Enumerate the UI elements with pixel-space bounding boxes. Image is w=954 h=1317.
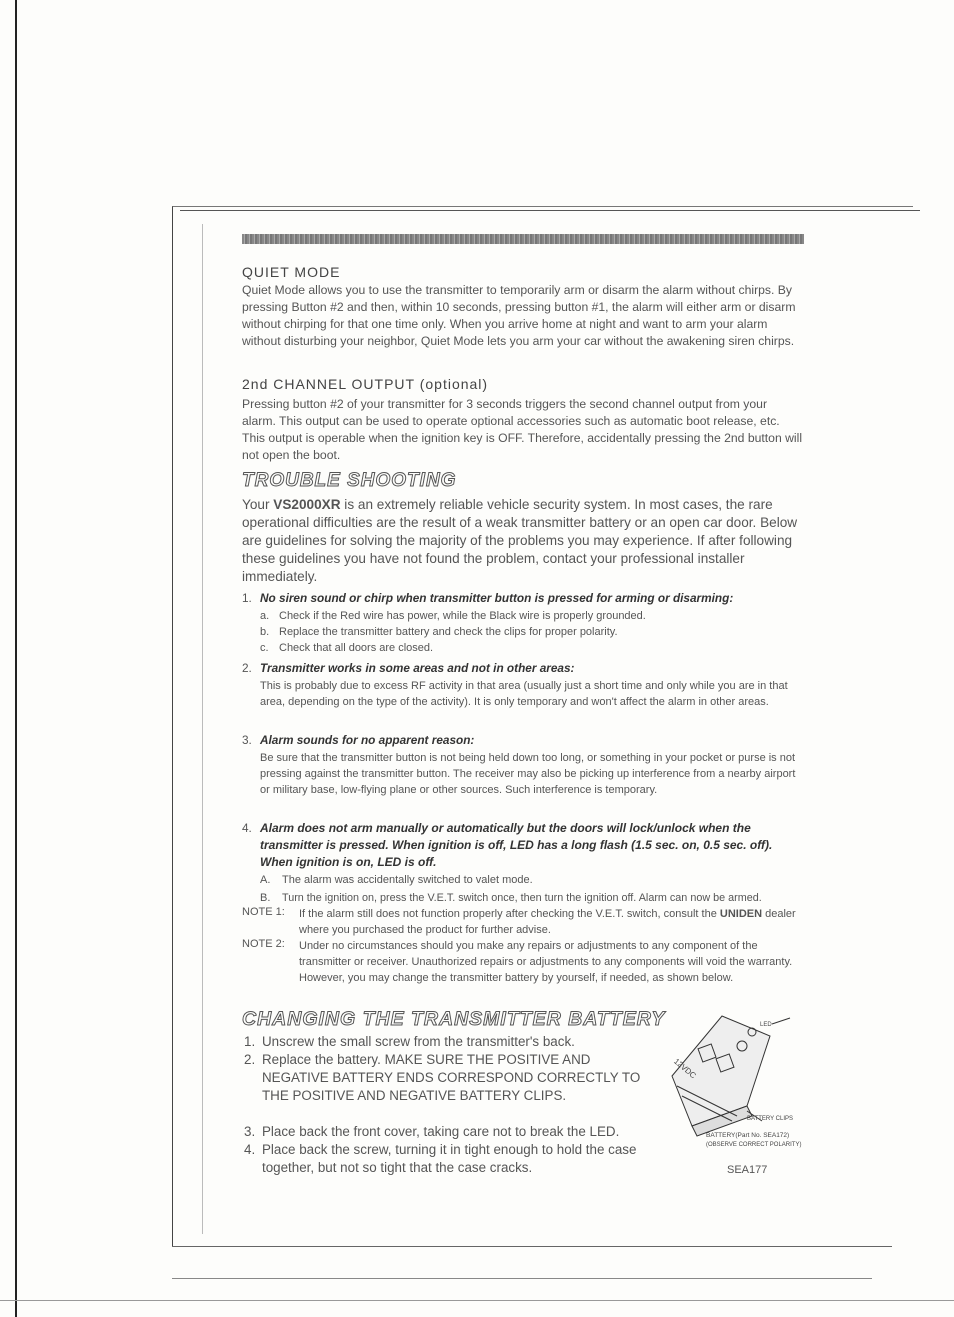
battery-step-num: 3. — [244, 1124, 256, 1139]
trouble-shooting-heading: TROUBLE SHOOTING — [242, 470, 457, 491]
scan-edge-left — [15, 0, 17, 1317]
battery-label: BATTERY(Part No. SEA172) — [706, 1132, 790, 1139]
sub-text: Turn the ignition on, press the V.E.T. switch once, then turn the ignition off. Alarm can now be armed. — [282, 892, 762, 904]
trouble-item-title: Alarm sounds for no apparent reason: — [260, 733, 475, 747]
battery-step-num: 2. — [244, 1052, 256, 1067]
trouble-item-title: Transmitter works in some areas and not in other areas: — [260, 661, 575, 675]
trouble-item-num: 3. — [242, 733, 252, 747]
sub-text: Check that all doors are closed. — [279, 642, 434, 654]
sub-letter: c. — [260, 642, 269, 654]
note-text — [299, 906, 804, 938]
trouble-intro — [242, 496, 804, 586]
intro-text-cont: is an extremely reliable vehicle security system. In most cases, the rare operational difficulties are the result of a weak transmitter battery or an open car door. Below are guidelines for solving the majority of the problems you may experience. If after following these guidelines you have not found the problem, contact your professional installer immediately. — [242, 497, 798, 584]
trouble-item-num: 1. — [242, 591, 252, 605]
polarity-label: (OBSERVE CORRECT POLARITY) — [706, 1142, 802, 1148]
note-text: Under no circumstances should you make any repairs or adjustments to any component of the transmitter or receiver. Unauthorized repairs or adjustments to any components will void the warranty. However, you may change the transmitter battery by yourself, if needed, as shown below. — [299, 940, 793, 984]
battery-step-text: Place back the screw, turning it in tight enough to hold the case together, but not so tight that the case cracks. — [262, 1142, 637, 1175]
sub-text: The alarm was accidentally switched to valet mode. — [282, 874, 533, 886]
battery-step-num: 4. — [244, 1142, 256, 1157]
second-channel-heading: 2nd CHANNEL OUTPUT (optional) — [242, 376, 489, 392]
battery-clips-label: BATTERY CLIPS — [747, 1116, 794, 1122]
manual-page — [172, 206, 930, 1266]
battery-step-text: Place back the front cover, taking care not to break the LED. — [262, 1124, 620, 1139]
trouble-item-body: This is probably due to excess RF activity in that area (usually just a short time and only while you are in that area, depending on the type of the activity). It is only temporary and won't affect the alarm in other areas. — [260, 680, 788, 708]
led-label: LED — [760, 1022, 772, 1028]
trouble-item-title: No siren sound or chirp when transmitter button is pressed for arming or disarming: — [260, 591, 734, 605]
sub-text: Check if the Red wire has power, while the Black wire is properly grounded. — [279, 610, 646, 622]
battery-marking: 12VDC — [672, 1056, 698, 1081]
battery-step-text: Unscrew the small screw from the transmitter's back. — [262, 1034, 575, 1049]
sheet-edge-top — [180, 210, 920, 211]
sub-text: Replace the transmitter battery and check the clips for proper polarity. — [279, 626, 618, 638]
sub-letter: B. — [260, 892, 271, 904]
note-text-part: If the alarm still does not function properly after checking the V.E.T. switch, consult the — [299, 908, 720, 920]
sheet-edge-bottom — [172, 1246, 892, 1247]
sheet-edge-bottom-2 — [172, 1278, 872, 1279]
model-name: VS2000XR — [273, 497, 341, 512]
note-label: NOTE 1: — [242, 906, 285, 918]
quiet-mode-body: Quiet Mode allows you to use the transmitter to temporarily arm or disarm the alarm without chirps. By pressing Button #2 and then, within 10 seconds, pressing button #1, the alarm will either arm or disarm without chirping for that one time only. When you arrive home at night and want to arm your alarm without disturbing your neighbor, Quiet Mode lets you arm your car without the awakening siren chirps. — [242, 283, 796, 348]
battery-step-num: 1. — [244, 1034, 256, 1049]
transmitter-figure — [652, 996, 812, 1166]
brand-name: UNIDEN — [719, 908, 763, 920]
transmitter-drawing — [652, 996, 812, 1166]
battery-heading: CHANGING THE TRANSMITTER BATTERY — [242, 1008, 666, 1030]
note-label: NOTE 2: — [242, 938, 285, 950]
intro-text: Your — [242, 497, 274, 512]
sheet-edge-inner — [202, 224, 203, 1234]
battery-step-text: Replace the battery. MAKE SURE THE POSITIVE AND NEGATIVE BATTERY ENDS CORRESPOND CORRECTLY TO THE POSITIVE AND NEGATIVE BATTERY CLIPS. — [262, 1052, 641, 1103]
note-text-part: dealer where you purchased the product for further advise. — [299, 908, 796, 936]
sub-letter: a. — [260, 610, 270, 622]
figure-code: SEA177 — [727, 1164, 768, 1176]
trouble-item-title: Alarm does not arm manually or automatically but the doors will lock/unlock when the transmitter is pressed. When ignition is off, LED has a long flash (1.5 sec. on, 0.5 sec. off). When ignition is on, LED is off. — [260, 821, 773, 869]
quiet-mode-heading: QUIET MODE — [242, 264, 341, 280]
header-bar — [242, 234, 804, 244]
sub-letter: A. — [260, 874, 271, 886]
scan-edge-bottom — [0, 1300, 954, 1301]
second-channel-body: Pressing button #2 of your transmitter for 3 seconds triggers the second channel output from your alarm. This output can be used to operate optional accessories such as automatic boot release, etc. This output is operable when the ignition key is OFF. Therefore, accidentally pressing the 2nd button will not open the boot. — [242, 397, 803, 462]
trouble-item-num: 4. — [242, 821, 252, 835]
sub-letter: b. — [260, 626, 270, 638]
trouble-item-num: 2. — [242, 661, 252, 675]
trouble-item-body: Be sure that the transmitter button is not being held down too long, or something in your pocket or purse is not pressing against the transmitter button. The receiver may also be picking up interference from a nearby airport or military base, low-flying plane or other sources. Such interference is temporary. — [260, 752, 796, 796]
